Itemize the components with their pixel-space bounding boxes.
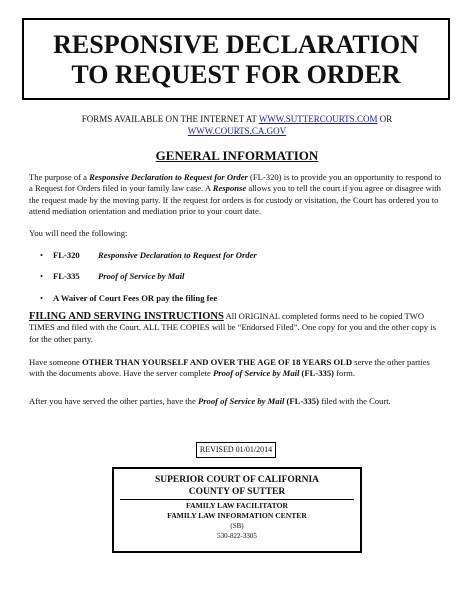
form-code: FL-335 [53,271,80,281]
intro-response-word: Response [212,183,247,194]
after-proof-code: (FL-335) [284,396,319,406]
after-proof-name: Proof of Service by Mail [197,396,285,406]
serve-text-1: Have someone [29,357,82,367]
facilitator-label: FAMILY LAW FACILITATOR [186,501,288,510]
center-abbreviation: (SB) [230,522,244,530]
intro-paragraph [29,172,447,217]
intro-text-3: allows you to tell the court if you agree or disagree with the request made by the moving party. If the request for orders is for custody or visitation, the Court has ordered you to attend mediation orientation and mediation prior to your court date. [29,183,441,216]
serve-proof-code: (FL-335) [299,368,335,379]
bullet-icon: • [40,271,44,281]
forms-middle: OR [377,114,393,124]
form-description: Responsive Declaration to Request for Order [98,250,257,260]
phone-number: 530-822-3305 [217,532,257,540]
fee-waiver-text: A Waiver of Court Fees OR pay the filing fee [53,293,218,303]
document-title-box [22,18,450,100]
need-following-text: You will need the following: [29,228,128,238]
serve-paragraph [29,357,447,380]
court-info-box [112,467,362,553]
title-line-2: TO REQUEST FOR ORDER [71,60,401,89]
serve-text-2: serve the other parties with the documents above. Have the server complete [29,357,430,379]
revised-date-box: REVISED 01/01/2014 [196,442,276,458]
information-center-label: FAMILY LAW INFORMATION CENTER [167,511,307,520]
title-line-1: RESPONSIVE DECLARATION [53,30,419,59]
serve-age-requirement: OTHER THAN YOURSELF AND OVER THE AGE OF 18 YEARS OLD [81,357,353,367]
courts-ca-gov-link[interactable]: WWW.COURTS.CA.GOV [187,126,287,136]
serve-text-3: form. [334,368,356,379]
filing-instructions-heading: FILING AND SERVING INSTRUCTIONS [29,311,224,322]
intro-text-2: (FL-320) is to provide you an opportunity to respond to a Request for Orders filed in your family law case. A [29,172,442,194]
sutter-courts-link[interactable]: WWW.SUTTERCOURTS.COM [258,114,378,124]
bullet-icon: • [40,250,44,260]
form-code: FL-320 [53,250,80,260]
court-name: SUPERIOR COURT OF CALIFORNIA [154,475,320,485]
filing-instructions-paragraph [29,311,447,345]
forms-availability [0,113,474,137]
after-text-2: filed with the Court. [318,396,391,406]
after-text-1: After you have served the other parties, have the [29,396,198,406]
general-information-heading: GENERAL INFORMATION [155,148,319,163]
divider [120,499,354,500]
forms-prefix: FORMS AVAILABLE ON THE INTERNET AT [81,114,259,124]
intro-form-name: Responsive Declaration to Request for Order [89,172,248,182]
filing-instructions-text: All ORIGINAL completed forms need to be copied TWO TIMES and filed with the Court. ALL THE COPIES will be “Endorsed Filed”. One copy for you and the other copy is for the other party. [29,311,436,344]
court-county: COUNTY OF SUTTER [188,487,286,497]
intro-text-1: The purpose of a [29,172,90,182]
after-serving-paragraph [29,396,447,407]
serve-proof-name: Proof of Service by Mail [213,368,300,379]
form-description: Proof of Service by Mail [98,271,185,281]
bullet-icon: • [40,293,44,303]
